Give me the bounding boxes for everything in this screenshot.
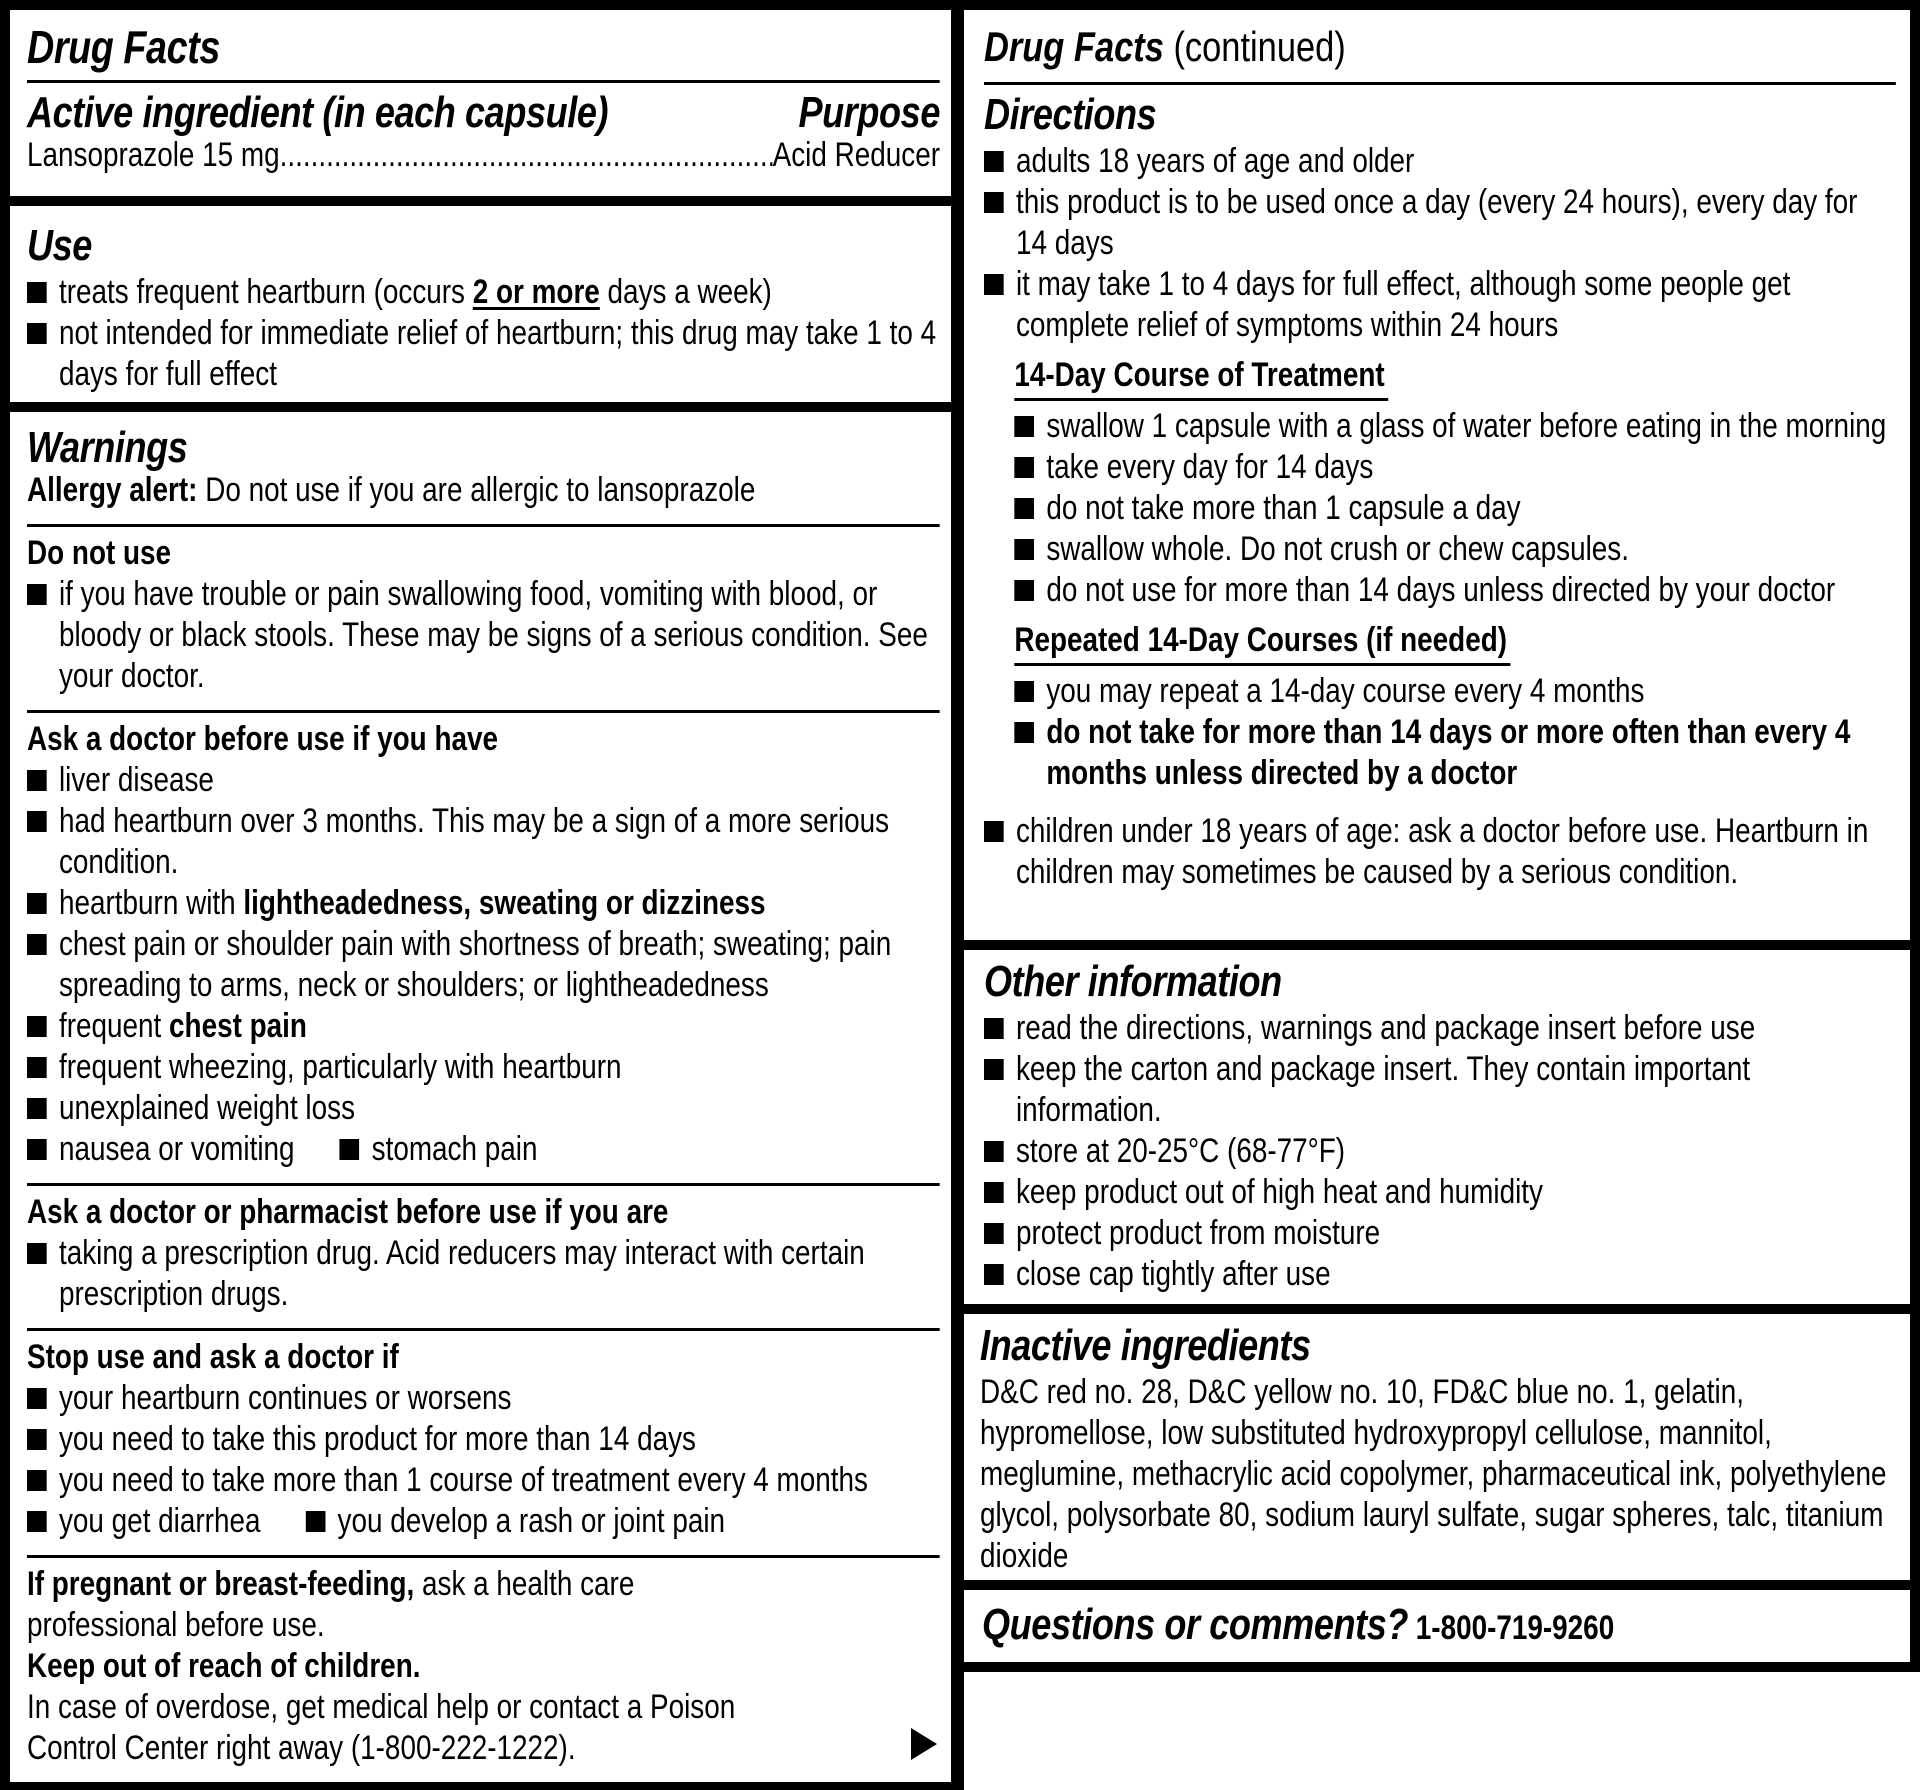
list-item-text [372, 1130, 538, 1168]
list-item-text [1016, 183, 1857, 262]
text-segment: days a week) [599, 273, 772, 311]
pregnancy-warning [27, 1564, 724, 1646]
ingredient-name: Lansoprazole 15 mg [27, 136, 280, 174]
questions-heading: Questions or comments? [982, 1600, 1409, 1649]
text-segment: you need to take this product for more than 14 days [58, 1420, 696, 1458]
list-item [984, 1213, 1896, 1254]
bullet-square-icon [27, 811, 47, 832]
bullet-square-icon [1014, 722, 1034, 743]
text-segment: your heartburn continues or worsens [58, 1379, 512, 1417]
ask-doctor-heading: Ask a doctor before use if you have [27, 720, 499, 758]
overdose-warning: In case of overdose, get medical help or contact a Poison Control Center right away (1-800-222-1222). [27, 1688, 736, 1767]
text-segment: you may repeat a 14-day course every 4 months [1046, 672, 1645, 710]
directions-box [964, 10, 1910, 940]
inactive-ingredients-box [964, 1314, 1910, 1580]
list-item-pair [27, 1129, 940, 1170]
list-item [27, 1378, 940, 1419]
list-item-text [1046, 713, 1850, 792]
do-not-use-heading: Do not use [27, 534, 172, 572]
list-item-text [1016, 265, 1790, 344]
ask-doctor-list [27, 760, 940, 1170]
list-item-text [1016, 812, 1868, 891]
do-not-use-list [27, 574, 940, 697]
continued-title-main: Drug Facts [984, 23, 1164, 70]
bullet-square-icon [1014, 457, 1034, 478]
text-segment: heartburn with [58, 884, 244, 922]
list-item-text [59, 925, 891, 1004]
bullet-square-icon [27, 770, 47, 791]
list-item-text [59, 1420, 696, 1458]
list-item-text [1046, 448, 1373, 486]
list-item [340, 1129, 538, 1170]
list-item [984, 1254, 1896, 1295]
list-item-text [1046, 407, 1886, 445]
questions-box [964, 1590, 1910, 1662]
list-item [27, 1233, 940, 1315]
bullet-square-icon [27, 1388, 47, 1409]
list-item-text [1046, 672, 1644, 710]
list-item-text [59, 1379, 512, 1417]
list-item-text [59, 761, 214, 799]
list-item [27, 1501, 260, 1542]
list-item-text [338, 1502, 725, 1540]
bullet-square-icon [1014, 416, 1034, 437]
list-item-text [59, 884, 766, 922]
bold-text: 2 or more [472, 273, 600, 311]
list-item [27, 1006, 940, 1047]
list-item-text [59, 575, 928, 695]
children-list [984, 811, 1896, 893]
other-information-box [964, 950, 1910, 1304]
ingredient-row [27, 135, 940, 176]
text-segment: stomach pain [371, 1130, 538, 1168]
list-item [1014, 529, 1896, 570]
text-segment: liver disease [58, 761, 214, 799]
list-item [984, 811, 1896, 893]
text-segment: chest pain or shoulder pain with shortness of breath; sweating; pain spreading to arms, neck or shoulders; or lightheadedness [58, 925, 892, 1004]
ask-pharmacist-section [27, 1183, 940, 1315]
text-segment: this product is to be used once a day (every 24 hours), every day for 14 days [1015, 183, 1858, 262]
course-section [984, 346, 1896, 794]
list-item [1014, 406, 1896, 447]
bold-text: do not take for more than 14 days or more often than every 4 months unless directed by a doctor [1046, 713, 1851, 792]
other-information-list [984, 1008, 1896, 1295]
ingredient-purpose: Acid Reducer [772, 136, 940, 174]
list-item [27, 883, 940, 924]
inactive-ingredients-text: D&C red no. 28, D&C yellow no. 10, FD&C blue no. 1, gelatin, hypromellose, low substituted hydroxypropyl cellulose, mannitol, meglumine, methacrylic acid copolymer, pharmaceutical ink, polyethylene glycol, polysorbate 80, sodium lauryl sulfate, sugar spheres, talc, titanium dioxide [980, 1373, 1887, 1575]
title-rule [27, 80, 940, 83]
list-item-text [1016, 1050, 1750, 1129]
text-segment: not intended for immediate relief of heartburn; this drug may take 1 to 4 days for full effect [58, 314, 937, 393]
dot-leader [280, 135, 773, 176]
bullet-square-icon [984, 821, 1004, 842]
course-list [1014, 406, 1896, 611]
text-segment: read the directions, warnings and package insert before use [1015, 1009, 1756, 1047]
text-segment: you need to take more than 1 course of treatment every 4 months [58, 1461, 868, 1499]
bullet-square-icon [984, 1182, 1004, 1203]
pregnancy-section [27, 1555, 940, 1769]
bullet-square-icon [984, 1059, 1004, 1080]
bullet-square-icon [1014, 539, 1034, 560]
bullet-square-icon [27, 1016, 47, 1037]
stop-use-list [27, 1378, 940, 1542]
list-item [984, 1008, 1896, 1049]
text-segment: taking a prescription drug. Acid reducers may interact with certain prescription drugs. [58, 1234, 865, 1313]
list-item-text [59, 1007, 307, 1045]
questions-phone[interactable]: 1-800-719-9260 [1415, 1609, 1615, 1647]
list-item [984, 1172, 1896, 1213]
bullet-square-icon [27, 1139, 47, 1160]
ask-doctor-section [27, 710, 940, 1170]
text-segment: store at 20-25°C (68-77°F) [1015, 1132, 1346, 1170]
bullet-square-icon [27, 893, 47, 914]
list-item-text [59, 1234, 865, 1313]
continued-title [984, 22, 1896, 72]
list-item-text [59, 1130, 295, 1168]
list-item [27, 801, 940, 883]
text-segment: it may take 1 to 4 days for full effect, although some people get complete relief of symptoms within 24 hours [1015, 265, 1791, 344]
list-item-text [1016, 1214, 1380, 1252]
list-item [27, 574, 940, 697]
bullet-square-icon [27, 1470, 47, 1491]
list-item [27, 313, 940, 395]
other-information-heading: Other information [984, 957, 1282, 1006]
list-item [27, 1088, 940, 1129]
list-item-text [59, 273, 772, 311]
ask-pharmacist-list [27, 1233, 940, 1315]
active-ingredient-header [27, 87, 940, 139]
do-not-use-section [27, 524, 940, 697]
continue-arrow-icon [911, 1728, 937, 1760]
directions-heading: Directions [984, 90, 1157, 139]
drug-facts-title: Drug Facts [27, 21, 220, 73]
course-heading: 14-Day Course of Treatment [1014, 355, 1388, 401]
active-ingredient-heading: Active ingredient (in each capsule) [27, 88, 609, 137]
text-segment: children under 18 years of age: ask a doctor before use. Heartburn in children may sometimes be caused by a serious condition. [1015, 812, 1869, 891]
list-item-text [1046, 489, 1520, 527]
bullet-square-icon [1014, 580, 1034, 601]
text-segment: nausea or vomiting [58, 1130, 295, 1168]
bullet-square-icon [306, 1511, 326, 1532]
bullet-square-icon [984, 1141, 1004, 1162]
bullet-square-icon [984, 1018, 1004, 1039]
list-item-text [1046, 571, 1835, 609]
warnings-heading: Warnings [27, 423, 188, 472]
use-box [10, 206, 951, 402]
text-segment: you develop a rash or joint pain [337, 1502, 726, 1540]
bullet-square-icon [27, 1429, 47, 1450]
list-item [1014, 712, 1896, 794]
bold-text: lightheadedness, sweating or dizziness [243, 884, 766, 922]
list-item [984, 1049, 1896, 1131]
use-list [27, 272, 940, 395]
text-segment: had heartburn over 3 months. This may be a sign of a more serious condition. [58, 802, 890, 881]
text-segment: do not take more than 1 capsule a day [1046, 489, 1521, 527]
list-item-text [59, 1089, 355, 1127]
bullet-square-icon [27, 323, 47, 344]
text-segment: frequent wheezing, particularly with heartburn [58, 1048, 622, 1086]
list-item-text [1016, 142, 1414, 180]
repeat-list [1014, 671, 1896, 794]
keep-out-of-reach: Keep out of reach of children. [27, 1647, 421, 1685]
list-item [1014, 570, 1896, 611]
text-segment: swallow 1 capsule with a glass of water before eating in the morning [1046, 407, 1887, 445]
text-segment: swallow whole. Do not crush or chew capsules. [1046, 530, 1629, 568]
list-item [1014, 447, 1896, 488]
text-segment: ask a health care professional before use. [27, 1565, 635, 1644]
bullet-square-icon [27, 1243, 47, 1264]
bullet-square-icon [340, 1139, 360, 1160]
list-item-text [1016, 1255, 1331, 1293]
list-item [984, 264, 1896, 346]
continued-title-suffix: (continued) [1163, 23, 1346, 70]
list-item-text [59, 314, 936, 393]
drug-facts-header-box [10, 10, 951, 196]
text-segment: keep product out of high heat and humidity [1015, 1173, 1543, 1211]
list-item [27, 1419, 940, 1460]
list-item-text [59, 1502, 261, 1540]
list-item [1014, 671, 1896, 712]
list-item [27, 272, 940, 313]
inactive-ingredients-heading: Inactive ingredients [980, 1321, 1311, 1370]
bullet-square-icon [984, 1223, 1004, 1244]
bullet-square-icon [984, 1264, 1004, 1285]
list-item-text [1016, 1173, 1543, 1211]
bullet-square-icon [984, 192, 1004, 213]
list-item [306, 1501, 725, 1542]
list-item [27, 1047, 940, 1088]
bold-text: If pregnant or breast-feeding, [27, 1565, 415, 1603]
text-segment: close cap tightly after use [1015, 1255, 1331, 1293]
list-item-text [1016, 1132, 1345, 1170]
text-segment: protect product from moisture [1015, 1214, 1381, 1252]
bold-text: Allergy alert: [27, 471, 198, 509]
list-item [1014, 488, 1896, 529]
list-item [984, 141, 1896, 182]
text-segment: if you have trouble or pain swallowing food, vomiting with blood, or bloody or black stools. These may be signs of a serious condition. See your doctor. [58, 575, 928, 695]
bullet-square-icon [984, 151, 1004, 172]
purpose-heading: Purpose [798, 88, 940, 137]
text-segment: frequent [58, 1007, 170, 1045]
list-item [27, 924, 940, 1006]
list-item-text [59, 802, 889, 881]
blank-area [964, 1672, 1920, 1790]
text-segment: keep the carton and package insert. They contain important information. [1015, 1050, 1751, 1129]
text-segment: take every day for 14 days [1046, 448, 1374, 486]
list-item [984, 182, 1896, 264]
text-segment: unexplained weight loss [58, 1089, 356, 1127]
text-segment: treats frequent heartburn (occurs [58, 273, 473, 311]
bullet-square-icon [1014, 681, 1034, 702]
bullet-square-icon [27, 1098, 47, 1119]
list-item-pair [27, 1501, 940, 1542]
list-item [27, 760, 940, 801]
bullet-square-icon [27, 1057, 47, 1078]
text-segment: Do not use if you are allergic to lansoprazole [197, 471, 756, 509]
list-item [27, 1129, 295, 1170]
allergy-alert [27, 470, 940, 511]
list-item [27, 1460, 940, 1501]
text-segment: adults 18 years of age and older [1015, 142, 1415, 180]
bullet-square-icon [27, 1511, 47, 1532]
stop-use-section [27, 1328, 940, 1542]
warnings-box [10, 412, 951, 1782]
bullet-square-icon [984, 274, 1004, 295]
list-item [984, 1131, 1896, 1172]
ask-pharmacist-heading: Ask a doctor or pharmacist before use if you are [27, 1193, 669, 1231]
repeat-heading: Repeated 14-Day Courses (if needed) [1014, 620, 1510, 666]
bullet-square-icon [27, 282, 47, 303]
list-item-text [1016, 1009, 1755, 1047]
list-item-text [59, 1048, 622, 1086]
text-segment: do not use for more than 14 days unless directed by your doctor [1046, 571, 1836, 609]
text-segment: you get diarrhea [58, 1502, 261, 1540]
use-heading: Use [27, 221, 92, 270]
list-item-text [1046, 530, 1629, 568]
bullet-square-icon [27, 934, 47, 955]
list-item-text [59, 1461, 868, 1499]
title-rule [984, 82, 1896, 85]
bullet-square-icon [1014, 498, 1034, 519]
stop-use-heading: Stop use and ask a doctor if [27, 1338, 399, 1376]
bullet-square-icon [27, 584, 47, 605]
directions-list [984, 141, 1896, 346]
bold-text: chest pain [169, 1007, 307, 1045]
